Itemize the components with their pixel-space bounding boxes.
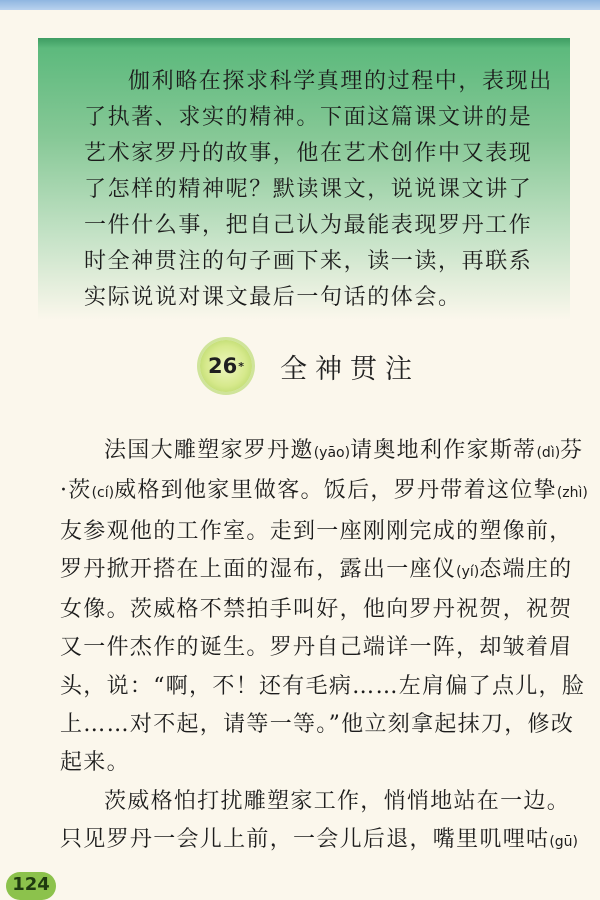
pinyin-annotation: (dì) bbox=[536, 445, 561, 461]
pinyin-annotation: (yāo) bbox=[313, 445, 351, 461]
text-segment: 茨威格怕打扰雕塑家工作，悄悄地站在一边。只见罗丹一会儿上前，一会儿后退，嘴里叽哩咕 bbox=[60, 788, 571, 852]
pinyin-annotation: (cí) bbox=[91, 485, 115, 502]
pinyin-annotation: (yí) bbox=[456, 563, 480, 580]
pinyin-annotation: (gū) bbox=[549, 833, 578, 850]
text-segment: 芬·茨 bbox=[60, 438, 584, 504]
pinyin-annotation: (zhì) bbox=[556, 485, 588, 502]
lesson-number: 26 bbox=[208, 354, 238, 378]
text-segment: 态端庄的女像。茨威格不禁拍手叫好，他向罗丹祝贺，祝贺又一件杰作的诞生。罗丹自己端详一阵，却皱着眉头，说：“啊，不！还有毛病……左肩偏了点儿，脸上……对不起，请等一等。”他立刻拿起抹刀，修改起来。 bbox=[60, 556, 586, 776]
page-number: 124 bbox=[6, 872, 56, 900]
lesson-title: 全神贯注 bbox=[280, 353, 420, 385]
text-segment: 法国大雕塑家罗丹邀 bbox=[104, 438, 314, 463]
lesson-header bbox=[200, 340, 420, 392]
body-paragraph-2 bbox=[60, 783, 588, 862]
body-paragraph-1 bbox=[60, 432, 588, 783]
top-bar bbox=[0, 0, 600, 10]
text-segment: 友参观他的工作室。走到一座刚刚完成的塑像前，罗丹掀开搭在上面的湿布，露出一座仪 bbox=[60, 518, 573, 582]
lesson-body bbox=[60, 432, 588, 861]
text-segment: 请奥地利作家斯蒂 bbox=[350, 438, 537, 463]
lesson-number-badge bbox=[200, 340, 252, 392]
intro-text: 伽利略在探求科学真理的过程中，表现出了执著、求实的精神。下面这篇课文讲的是艺术家罗丹的故事，他在艺术创作中又表现了怎样的精神呢？默读课文，说说课文讲了一件什么事，把自己认为最能表现罗丹工作时全神贯注的句子画下来，读一读，再联系实际说说对课文最后一句话的体会。 bbox=[84, 69, 553, 310]
lesson-optional-mark: * bbox=[238, 359, 244, 373]
text-segment: 威格到他家里做客。饭后，罗丹带着这位挚 bbox=[114, 478, 557, 504]
